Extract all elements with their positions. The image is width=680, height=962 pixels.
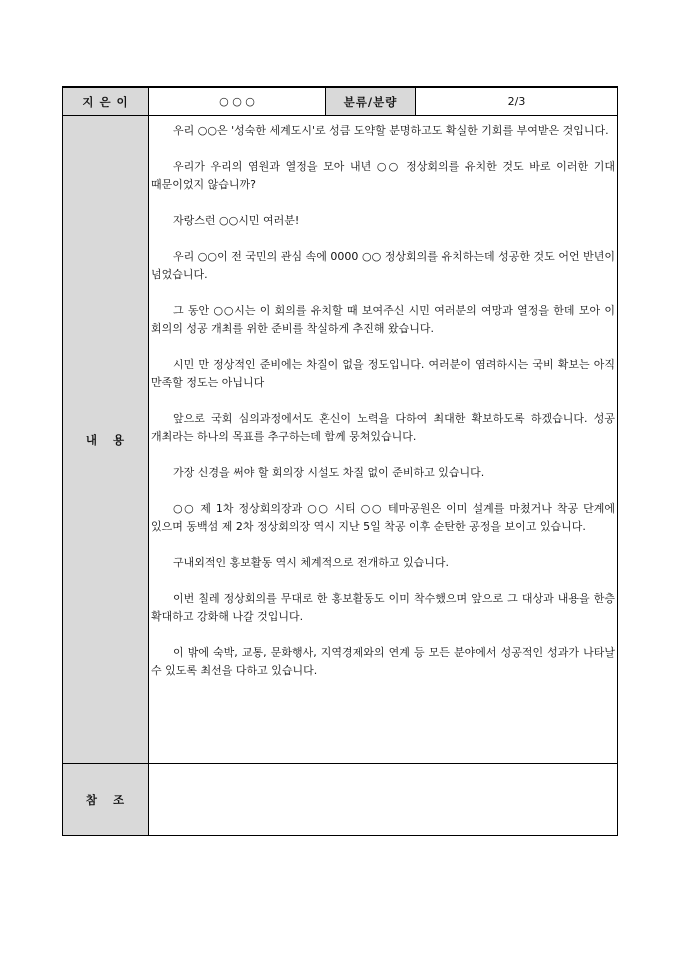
paragraph: 자랑스런 ○○시민 여러분!: [173, 214, 300, 227]
paragraph: 시민 만 정상적인 준비에는 차질이 없을 정도입니다. 여러분이 염려하시는 국비 확보는 아직 만족할 정도는 아닙니다: [151, 358, 615, 389]
paragraph: 우리가 우리의 염원과 열정을 모아 내년 ○○ 정상회의를 유치한 것도 바로 이러한 기대 때문이었지 않습니까?: [151, 160, 615, 191]
reference-label: 참 조: [63, 764, 149, 836]
paragraph: 그 동안 ○○시는 이 회의를 유치할 때 보여주신 시민 여러분의 여망과 열정을 한데 모아 이 회의의 성공 개최를 위한 준비를 착실하게 추진해 왔습니다.: [151, 304, 615, 335]
paragraph: 가장 신경을 써야 할 회의장 시설도 차질 없이 준비하고 있습니다.: [173, 466, 485, 479]
paragraph: 구내외적인 홍보활동 역시 체계적으로 전개하고 있습니다.: [173, 556, 450, 569]
paragraph: 이 밖에 숙박, 교통, 문화행사, 지역경제와의 연계 등 모든 분야에서 성공적인 성과가 나타날 수 있도록 최선을 다하고 있습니다.: [151, 646, 615, 677]
reference-value: [149, 764, 618, 836]
paragraph: 앞으로 국회 심의과정에서도 혼신이 노력을 다하여 최대한 확보하도록 하겠습니다. 성공 개최라는 하나의 목표를 추구하는데 함께 뭉쳐있습니다.: [151, 412, 615, 443]
content-label: 내 용: [63, 116, 149, 764]
paragraph: ○○ 제 1차 정상회의장과 ○○ 시티 ○○ 테마공원은 이미 설계를 마쳤거나 착공 단계에 있으며 동백섬 제 2차 정상회의장 역시 지난 5일 착공 이후 순탄한 공정을 보이고 있습니다.: [151, 502, 615, 533]
content-body: [149, 116, 618, 764]
paragraph: 우리 ○○은 '성숙한 세계도시'로 성큼 도약할 분명하고도 확실한 기회를 부여받은 것입니다.: [173, 124, 609, 137]
category-label: 분류/분량: [326, 87, 416, 116]
category-value: 2/3: [416, 87, 618, 116]
author-value: ○ ○ ○: [149, 87, 326, 116]
paragraph: 이번 칠레 정상회의를 무대로 한 홍보활동도 이미 착수했으며 앞으로 그 대상과 내용을 한층 확대하고 강화해 나갈 것입니다.: [151, 592, 615, 623]
header-row: [63, 87, 618, 116]
reference-row: [63, 764, 618, 836]
document-sheet: [62, 86, 617, 836]
author-label: 지 은 이: [63, 87, 149, 116]
speech-form-table: [62, 86, 618, 836]
paragraph: 우리 ○○이 전 국민의 관심 속에 0000 ○○ 정상회의를 유치하는데 성공한 것도 어언 반년이 넘었습니다.: [151, 250, 615, 281]
content-row: [63, 116, 618, 764]
